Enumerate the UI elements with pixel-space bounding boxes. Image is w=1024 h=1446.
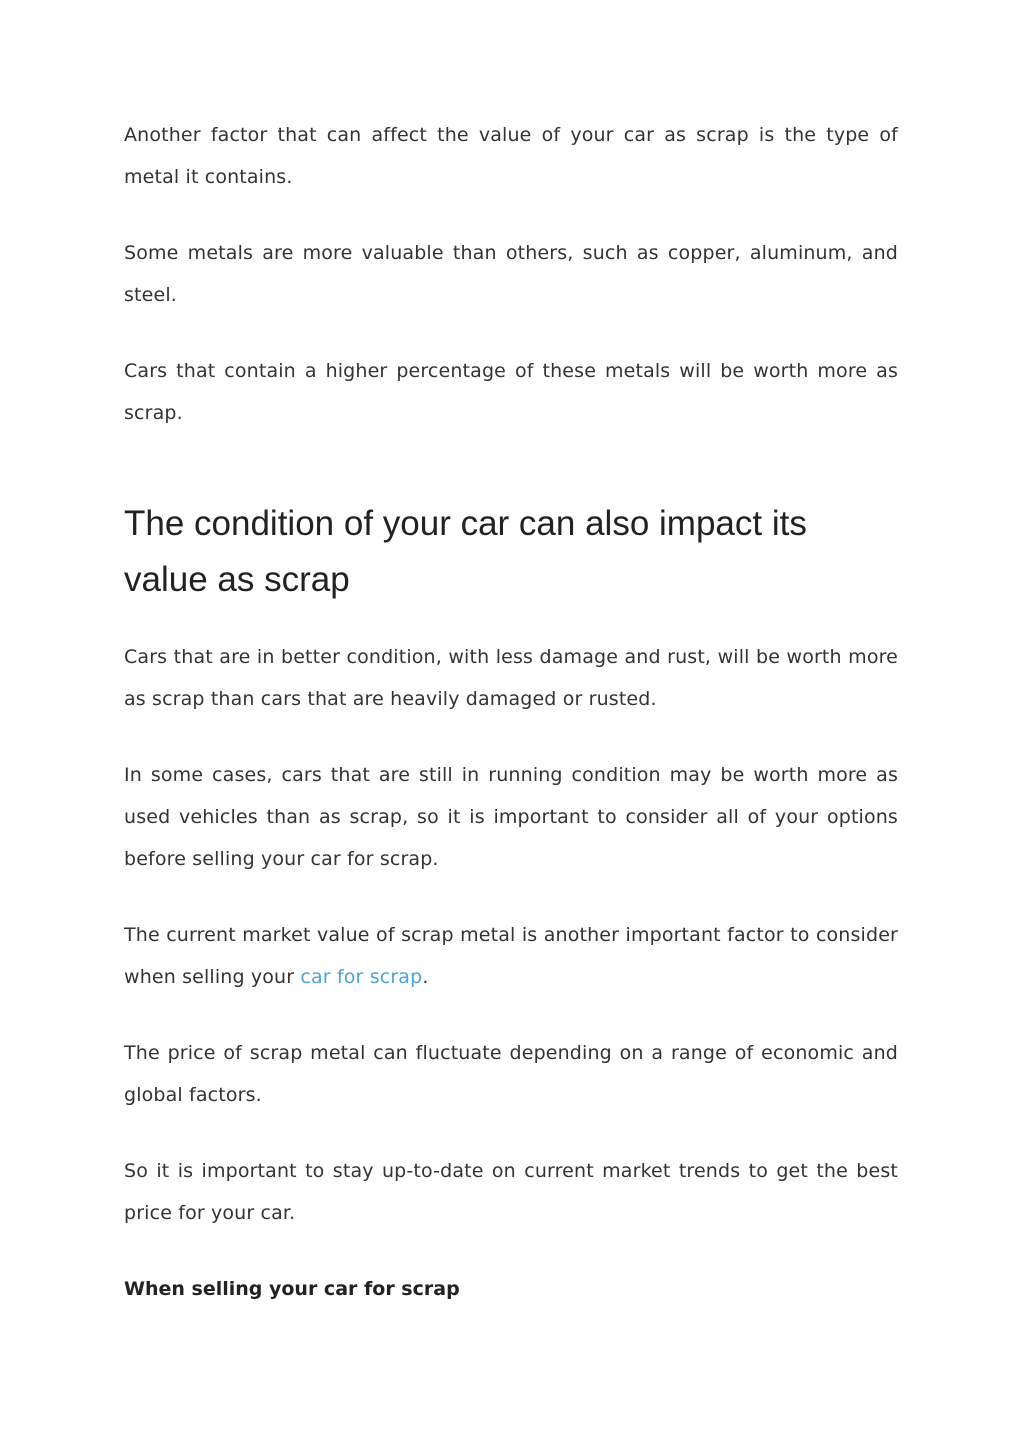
paragraph-valuable-metals: Some metals are more valuable than others, such as copper, aluminum, and steel. [124, 242, 898, 306]
subheading-selling: When selling your car for scrap [124, 1278, 460, 1300]
paragraph-metal-type: Another factor that can affect the value of your car as scrap is the type of metal it contains. [124, 124, 898, 188]
paragraph-metal-percentage: Cars that contain a higher percentage of these metals will be worth more as scrap. [124, 360, 898, 424]
paragraph-running-condition: In some cases, cars that are still in running condition may be worth more as used vehicles than as scrap, so it is important to consider all of your options before selling your car for scrap. [124, 764, 898, 870]
paragraph-better-condition: Cars that are in better condition, with less damage and rust, will be worth more as scrap than cars that are heavily damaged or rusted. [124, 646, 898, 710]
paragraph-market-trends: So it is important to stay up-to-date on current market trends to get the best price for your car. [124, 1160, 898, 1224]
paragraph-price-fluctuation: The price of scrap metal can fluctuate depending on a range of economic and global factors. [124, 1042, 898, 1106]
paragraph-market-value-end: . [422, 966, 429, 988]
car-for-scrap-link[interactable]: car for scrap [300, 966, 423, 988]
article-body [124, 114, 898, 1310]
paragraph-market-value-text: The current market value of scrap metal is another important factor to consider when selling your [124, 924, 898, 988]
section-heading-condition: The condition of your car can also impact its value as scrap [124, 504, 807, 599]
paragraph-market-value [124, 914, 898, 998]
